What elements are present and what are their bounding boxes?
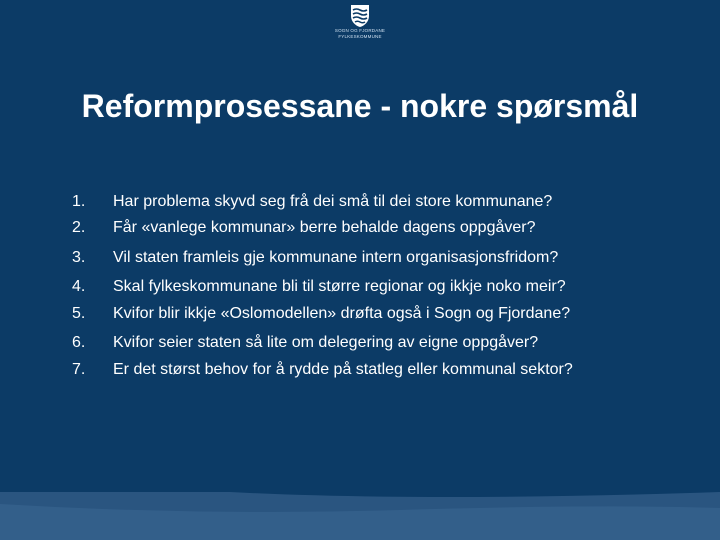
item-text: Kvifor blir ikkje «Oslomodellen» drøfta også i Sogn og Fjordane? xyxy=(113,305,571,322)
item-text: Får «vanlege kommunar» berre behalde dagens oppgåver? xyxy=(113,219,536,236)
item-text: Er det størst behov for å rydde på statleg eller kommunal sektor? xyxy=(113,361,573,378)
item-text: Har problema skyvd seg frå dei små til dei store kommunane? xyxy=(113,193,553,210)
logo-line-2: FYLKESKOMMUNE xyxy=(338,34,382,39)
item-number: 2. xyxy=(72,219,86,236)
slide-title: Reformprosessane - nokre spørsmål xyxy=(81,88,639,124)
item-text: Kvifor seier staten så lite om delegering av eigne oppgåver? xyxy=(113,334,539,351)
item-number: 6. xyxy=(72,334,86,351)
item-number: 1. xyxy=(72,193,86,210)
footer-wave xyxy=(0,490,720,540)
county-logo xyxy=(318,4,402,48)
item-text: Vil staten framleis gje kommunane intern organisasjonsfridom? xyxy=(113,249,559,266)
item-text: Skal fylkeskommunane bli til større regionar og ikkje noko meir? xyxy=(113,278,566,295)
item-number: 4. xyxy=(72,278,86,295)
item-number: 5. xyxy=(72,305,86,322)
coat-of-arms-icon xyxy=(350,4,370,28)
item-number: 7. xyxy=(72,361,86,378)
logo-line-1: SOGN OG FJORDANE xyxy=(334,28,386,33)
item-number: 3. xyxy=(72,249,86,266)
